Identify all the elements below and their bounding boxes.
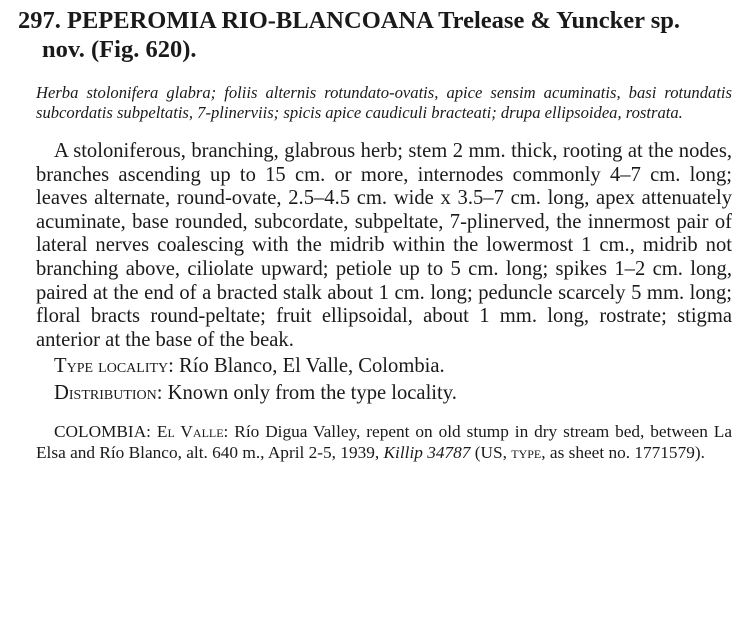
distribution-label: Distribution: bbox=[54, 382, 163, 405]
type-locality-label: Type locality: bbox=[54, 355, 174, 378]
specimen-region: El Valle: bbox=[156, 422, 229, 442]
specimen-type-word: type, bbox=[511, 442, 546, 462]
type-locality bbox=[54, 354, 732, 379]
distribution-value: Known only from the type locality. bbox=[167, 382, 457, 405]
specimen-citation bbox=[36, 422, 732, 463]
specimen-herbarium-pre: (US, bbox=[474, 442, 507, 462]
species-heading-line2: nov. (Fig. 620). bbox=[42, 36, 197, 63]
specimen-text: Río Digua Valley, repent on old stump in dry stream bed, between La Elsa and Río Blanco, alt. 640 m., April 2-5, 1939, bbox=[36, 422, 733, 462]
species-heading-line1: 297. PEPEROMIA RIO-BLANCOANA Trelease & Yuncker sp. bbox=[18, 7, 680, 34]
species-description: A stoloniferous, branching, glabrous herb; stem 2 mm. thick, rooting at the nodes, branches ascending up to 15 cm. or more, internodes commonly 4–7 cm. long; leaves alternate, round-ovate, 2.5–4.5 cm. wide x 3.5–7 cm. long, apex attenuately acuminate, base rounded, subcordate, subpeltate, 7-plinerved, the innermost pair of lateral nerves coalescing with the midrib within the lowermost 1 cm., midrib not branching above, ciliolate upward; petiole up to 5 cm. long; spikes 1–2 cm. long, paired at the end of a bracted stalk about 1 cm. long; peduncle scarcely 5 mm. long; floral bracts round-peltate; fruit ellipsoidal, about 1 mm. long, rostrate; stigma anterior at the base of the beak. bbox=[36, 140, 732, 351]
specimen-country: COLOMBIA: bbox=[54, 422, 151, 442]
species-heading bbox=[18, 6, 732, 64]
specimen-herbarium-post: as sheet no. 1771579). bbox=[549, 442, 705, 462]
specimen-collector: Killip 34787 bbox=[383, 442, 471, 462]
latin-diagnosis: Herba stolonifera glabra; foliis alternis rotundato-ovatis, apice sensim acuminatis, basi rotundatis subcordatis subpeltatis, 7-plinerviis; spicis apice caudiculi bracteati; drupa ellipsoidea, rostrata. bbox=[36, 83, 732, 122]
distribution bbox=[54, 381, 732, 406]
type-locality-value: Río Blanco, El Valle, Colombia. bbox=[179, 355, 445, 378]
